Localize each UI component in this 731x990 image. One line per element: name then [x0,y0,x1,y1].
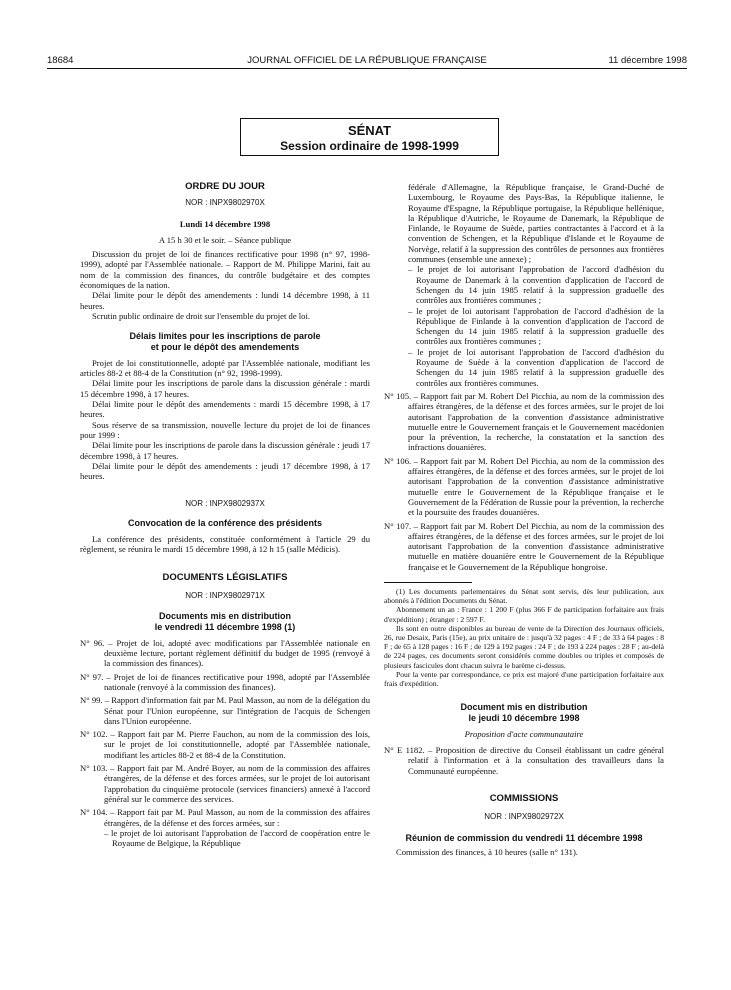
document-item: N° 106. – Rapport fait par M. Robert Del Picchia, au nom de la commission des affaires étrangères, de la défense et des forces armées, sur le projet de loi autorisant l'approbation de la convention d'assistance administrative mutuelle entre le Gouvernement de la République française et le Gouvernement de la Fédération de Russie pour la prévention, la recherche et la poursuite des fraudes douanières. [384,455,664,518]
lundi-heading: Lundi 14 décembre 1998 [179,218,271,229]
projet-constitutionnel: Projet de loi constitutionnelle, adopté par l'Assemblée nationale, modifiant les articles 88-2 et 88-4 de la Constitution (n° 92, 1998-1999). [80,357,370,379]
scrutin-line: Scrutin public ordinaire de droit sur l'ensemble du projet de loi. [92,310,311,321]
delai-amendements: Délai limite pour le dépôt des amendements : mardi 15 décembre 1998, à 17 heures. [80,399,370,420]
footnote: Pour la vente par correspondance, ce prix est majoré d'une participation forfaitaire aux frais d'expédition. [384,669,664,689]
document-item: N° 104. – Rapport fait par M. Paul Masson, au nom de la commission des affaires étrangères, de la défense et des forces armées, sur : [80,807,370,828]
documents-distribution-heading-line1: Documents mis en distribution [158,611,291,622]
delai-amendements: Délai limite pour le dépôt des amendements : jeudi 17 décembre 1998, à 17 heures. [80,460,370,482]
page-number: 18684 [47,55,74,66]
document-item: N° 97. – Projet de loi de finances rectificative pour 1998, adopté par l'Assemblée nationale (renvoyé à la commission des finances). [80,671,370,692]
document-subitem: – le projet de loi autorisant l'approbation de l'accord de coopération entre le Royaume de Belgique, la République [104,827,370,849]
document-distribution-heading-line2: le jeudi 10 décembre 1998 [468,712,580,723]
delais-heading-line2: et pour le dépôt des amendements [150,341,300,352]
commissions-heading: COMMISSIONS [489,793,559,804]
nor-code: NOR : INPX9802972X [484,812,564,822]
document-item: N° 102. – Rapport fait par M. Pierre Fauchon, au nom de la commission des lois, sur le projet de loi constitutionnelle, adopté par l'Assemblée nationale, modifiant les articles 88-2 et 88-4 de la Constitution. [80,729,370,760]
document-subitem: – le projet de loi autorisant l'approbation de l'accord d'adhésion de la République de Finlande à la convention d'application de l'accord de Schengen du 14 juin 1985 relatif à la suppression graduelle des contrôles aux frontières communes ; [408,305,664,347]
nor-code: NOR : INPX9802937X [185,499,265,509]
nor-code: NOR : INPX9802971X [185,590,265,600]
page-header [47,55,687,69]
seance-line: A 15 h 30 et le soir. – Séance publique [158,234,292,245]
conference-paragraph: La conférence des présidents, constituée conformément à l'article 29 du règlement, se réunira le mardi 15 décembre 1998, à 12 h 15 (salle Médicis). [80,534,370,555]
document-item: N° 103. – Rapport fait par M. André Boyer, au nom de la commission des affaires étrangères, de la défense et des forces armées, sur le projet de loi autorisant l'approbation du cinquième protocole (services financiers) annexé à l'accord général sur le commerce des services. [80,763,370,804]
nor-code: NOR : INPX9802970X [185,198,265,208]
header-date: 11 décembre 1998 [608,55,687,66]
documents-distribution-heading-line2: le vendredi 11 décembre 1998 (1) [154,621,296,632]
journal-title: JOURNAL OFFICIEL DE LA RÉPUBLIQUE FRANÇAISE [247,55,487,66]
document-subitem: – le projet de loi autorisant l'approbation de l'accord d'adhésion du Royaume de Suède à la convention d'application de l'accord de Schengen du 14 juin 1985 relatif à la suppression graduelle des contrôles aux frontières communes. [408,346,664,388]
documents-legislatifs-heading: DOCUMENTS LÉGISLATIFS [162,571,288,583]
ordre-du-jour-heading: ORDRE DU JOUR [185,181,265,192]
document-item-continued: fédérale d'Allemagne, la République française, le Grand-Duché de Luxembourg, le Royaume des Pays-Bas, la République italienne, le Royaume d'Espagne, la République portugaise, la République hellénique, la République d'Autriche, le Royaume de Danemark, la République de Finlande, le Royaume de Suède, parties contractantes à l'accord et à la convention de Schengen, et la République d'Islande et le Royaume de Norvège, relatif à la suppression des contrôles de personnes aux frontières communes (ensemble une annexe) ; [408,182,664,265]
document-distribution-heading-line1: Document mis en distribution [460,702,588,713]
delais-heading-line1: Délais limites pour les inscriptions de parole [129,331,321,342]
delai-inscriptions: Délai limite pour les inscriptions de parole dans la discussion générale : mardi 15 décembre 1998, à 17 heures. [80,378,370,399]
document-subitem: – le projet de loi autorisant l'approbation de l'accord d'adhésion du Royaume de Danemark à la convention d'application de l'accord de Schengen du 14 juin 1985 relatif à la suppression graduelle des contrôles aux frontières communes ; [408,264,664,306]
document-item: N° E 1182. – Proposition de directive du Conseil établissant un cadre général relatif à l'information et à la consultation des travailleurs dans la Communauté européenne. [384,745,664,776]
footnote: (1) Les documents parlementaires du Sénat sont servis, dès leur publication, aux abonnés à l'édition Documents du Sénat. [384,586,664,606]
session-title: Session ordinaire de 1998-1999 [280,139,459,153]
document-item: N° 99. – Rapport d'information fait par M. Paul Masson, au nom de la délégation du Sénat pour l'Union européenne, sur l'intégration de l'acquis de Schengen dans l'Union européenne. [80,695,370,726]
commission-finances-line: Commission des finances, à 10 heures (salle n° 131). [396,846,578,857]
document-item: N° 107. – Rapport fait par M. Robert Del Picchia, au nom de la commission des affaires étrangères, de la défense et des forces armées, sur le projet de loi autorisant l'approbation de la convention d'assistance administrative mutuelle en matière douanière entre le Gouvernement de la République française et le Gouvernement de la République hongroise. [384,520,664,572]
senat-title: SÉNAT [347,123,392,138]
right-column [384,182,664,857]
title-box [240,118,499,156]
document-item: N° 96. – Projet de loi, adopté avec modifications par l'Assemblée nationale en deuxième lecture, portant règlement définitif du budget de 1995 (renvoyé à la commission des finances). [80,637,370,669]
reserve-paragraph: Sous réserve de sa transmission, nouvelle lecture du projet de loi de finances pour 1999 : [80,419,370,440]
delai-amendements: Délai limite pour le dépôt des amendements : lundi 14 décembre 1998, à 11 heures. [80,290,370,311]
footnote: Abonnement un an : France : 1 200 F (plus 366 F de participation forfaitaire aux frais d'expédition) ; étranger : 2 597 F. [384,605,664,624]
left-column [80,182,370,848]
delai-inscriptions: Délai limite pour les inscriptions de parole dans la discussion générale : jeudi 17 décembre 1998, à 17 heures. [80,440,370,461]
discussion-paragraph: Discussion du projet de loi de finances rectificative pour 1998 (n° 97, 1998-1999), adopté par l'Assemblée nationale. – Rapport de M. Philippe Marini, fait au nom de la commission des finances, du contrôle budgétaire et des comptes économiques de la nation. [80,249,370,291]
reunion-heading: Réunion de commission du vendredi 11 décembre 1998 [405,832,643,843]
header-rule [47,68,687,69]
footnote: Ils sont en outre disponibles au bureau de vente de la Direction des Journaux officiels, 26, rue Desaix, Paris (15e), au prix unitaire de : jusqu'à 32 pages : 4 F ; de 33 à 64 pages : 8 F ; de 65 à 128 pages : 16 F ; de 129 à 192 pages : 24 F ; de 193 à 224 pages : 28 F ; au-delà de 224 pages, ces documents seront considérés comme doubles ou triples et composés de plusieurs fascicules dont chacun suivra le barème ci-dessus. [384,623,664,670]
proposition-acte-heading: Proposition d'acte communautaire [464,728,584,739]
convocation-heading: Convocation de la conférence des présidents [127,517,323,528]
document-item: N° 105. – Rapport fait par M. Robert Del Picchia, au nom de la commission des affaires étrangères, de la défense et des forces armées, sur le projet de loi autorisant l'approbation de la convention d'assistance administrative mutuelle entre le Gouvernement français et le Gouvernement macédonien pour la prévention, la recherche, la constatation et la sanction des infractions douanières. [384,390,664,453]
